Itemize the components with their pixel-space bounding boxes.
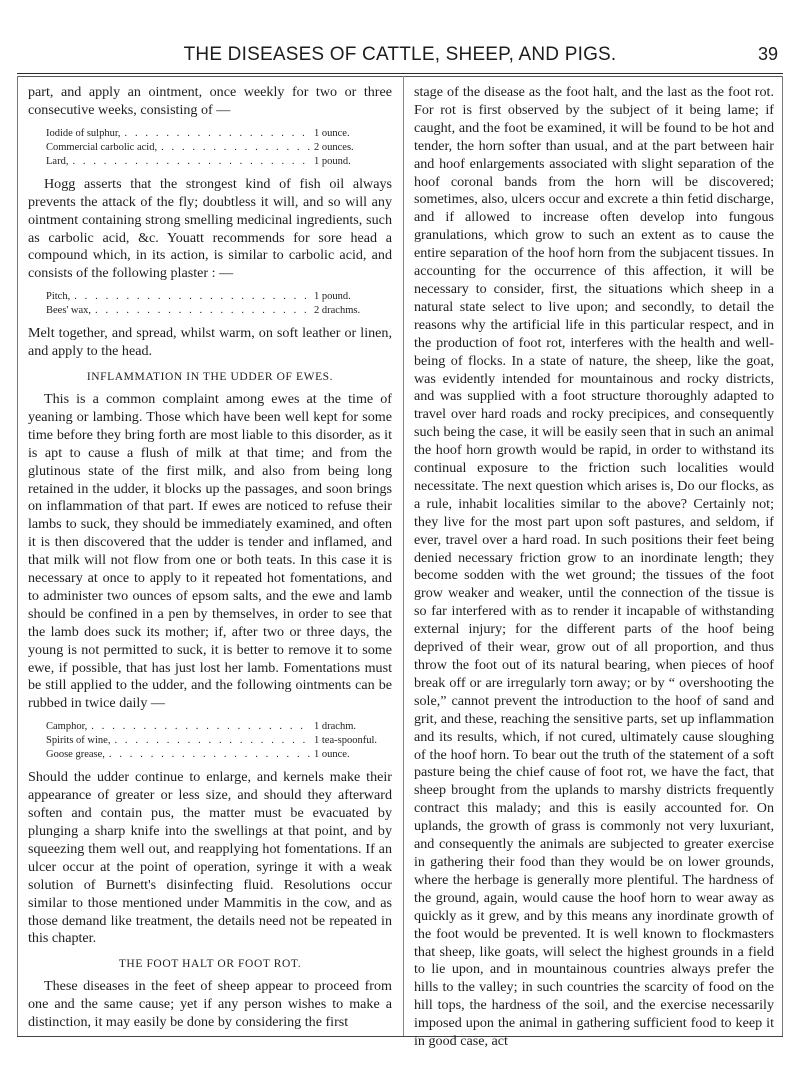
paragraph: part, and apply an ointment, once weekly for two or three consecutive weeks, consisting of — (28, 84, 392, 118)
recipe-row (46, 155, 392, 169)
paragraph: This is a common complaint among ewes at the time of yeaning or lambing. Those which have been well kept for some time before they bring forth are most liable to this disorder, as it is apt to cause a flush of milk at that time; and from the glutinous state of the first milk, and also from being long retained in the udder, it blocks up the passages, and soon brings on inflammation of that part. If ewes are noticed to refuse their lambs to suck, they should be immediately examined, and often it is then discovered that the udder is tender and inflamed, and that milk will not flow from one or both teats. In this case it is necessary at once to apply to it repeated hot fomentations, and to administer two ounces of epsom salts, and the ewe and lamb should be confined in a pen by themselves, in order to see that the lamb does suck its mother; if, after two or three days, the young is not permitted to suck, it is better to remove it to some ewe, if possible, that has just lost her lamb. Fomentations must be still applied to the udder, and the following ointments can be rubbed in twice daily — (28, 390, 392, 712)
header-rule-inner (17, 76, 783, 77)
frame-right-rule (782, 76, 783, 1036)
recipe-item: Camphor, (46, 721, 88, 733)
recipe-item: Bees' wax, (46, 305, 92, 317)
running-title: THE DISEASES OF CATTLE, SHEEP, AND PIGS. (183, 44, 617, 65)
leader-dots (161, 141, 310, 155)
recipe-item: Spirits of wine, (46, 735, 111, 747)
page-number: 39 (757, 44, 778, 64)
leader-dots (114, 734, 310, 748)
leader-dots (72, 155, 310, 169)
leader-dots (109, 748, 310, 762)
recipe-item: Goose grease, (46, 749, 105, 761)
leader-dots (125, 127, 310, 141)
right-column (414, 84, 774, 1051)
paragraph: Should the udder continue to enlarge, and kernels make their appearance of greater or less size, and should they afterward soften and contain pus, the matter must be evacuated by plunging a sharp knife into the swellings at that point, and by squeezing them well out, and reapplying hot fomentations. If an ulcer occur at the point of operation, syringe it with a weak solution of Burnett's disinfecting fluid. Resolutions occur similar to those mentioned under Mammitis in the cow, and as those demand like treatment, the details need not be repeated in this chapter. (28, 769, 392, 947)
section-heading: INFLAMMATION IN THE UDDER OF EWES. (86, 371, 334, 384)
recipe-quantity: 1 pound. (314, 155, 351, 167)
recipe-quantity: 2 drachms. (314, 305, 361, 317)
paragraph: These diseases in the feet of sheep appear to proceed from one and the same cause; yet if any person wishes to make a distinction, it may easily be done by considering the first (28, 978, 392, 1031)
recipe-row (46, 720, 392, 734)
recipe-row (46, 734, 392, 748)
running-head (18, 44, 782, 66)
paragraph: Melt together, and spread, whilst warm, on soft leather or linen, and apply to the head. (28, 325, 392, 360)
recipe-row (46, 290, 392, 304)
left-column (28, 84, 392, 1032)
frame-left-rule (17, 76, 18, 1036)
paragraph: Hogg asserts that the strongest kind of fish oil always prevents the attack of the fly; doubtless it will, and so will any ointment containing strong smelling medicinal ingredients, such as carbolic acid, &c. Youatt recommends for sore head a compound which, in its action, is similar to carbolic acid, and consists of the following plaster : — (28, 175, 392, 282)
recipe-row (46, 127, 392, 141)
recipe-row (46, 141, 392, 155)
paragraph: stage of the disease as the foot halt, and the last as the foot rot. For rot is first observed by the subject of it being lame; if caught, and the foot be examined, it will be found to be hot and tender, the horn softer than usual, and at the part between hair and hoof enlargements associated with slight separation of the hoof coronal bands from the horn will be discovered; sometimes, also, ulcers occur and excrete a thin fetid discharge, and if allowed to increase often develop into fungous granulations, which grow to such an extent as to cause the entire separation of the hoof horn from the subjacent tissues. In accounting for the occurrence of this affection, it will be necessary to consider, first, the situations which sheep in a natural state select to live upon; and secondly, to detail the reasons why the artificial life in this particular respect, and in the production of foot rot, interferes with the health and well-being of flocks. In a state of nature, the sheep, like the goat, was evidently intended for mountainous and rocky districts, and was supplied with a foot structure thoroughly adapted to travel over hard roads and rocky precipices, and consequently such being the case, it will be easily seen that in such an animal the hoof horn growth would be rapid, in order to withstand its continual exposure to the friction such localities would necessitate. The next question which arises is, Do our flocks, as a rule, inhabit localities similar to the above? Certainly not; they live for the most part upon soft pastures, and seldom, if ever, travel over a hard road. In such positions their feet being denied necessary friction grow to an inordinate length; they become sodden with the wet ground; the tissues of the foot grow weaker and weaker, until the connection of the tissue is so far interfered with as to render it incapable of withstanding external injury; for the different parts of the hoof being deprived of their wear, grow out of all proportion, and thus throw the foot out of its natural bearing, when pieces of hoof break off or are irregularly torn away; or by “ overshooting the sole,” cannot prevent the introduction to the hoof of sand and grit, and these, reaching the sensitive parts, set up inflammation and its results, which, if not cured, ultimately cause sloughing of the hoof horn. To bear out the truth of the statement of a soft pasture being the chief cause of foot rot, we have the fact, that sheep brought from the uplands to marshy districts frequently contract this malady; and this is easily accounted for. On uplands, the growth of grass is commonly not very luxuriant, and consequently the animals are subjected to greater exercise in gathering their food than they would be on lower grounds, where the herbage is generally more plentiful. The hardness of the ground, again, would cause the hoof horn to wear away as quickly as it grew, and by this means any inordinate growth of the foot would be prevented. It is well known to flockmasters that sheep, like goats, will select the highest grounds in a field to lie upon, and in mountainous countries always prefer the hills to the valley; in such countries the scarcity of food on the hill tops, the hardness of the soil, and the exercise necessarily imposed upon the animal in gathering sufficient food to keep it in good case, act (414, 84, 774, 1050)
recipe-quantity: 1 pound. (314, 291, 351, 303)
recipe-row (46, 748, 392, 762)
recipe-item: Pitch, (46, 291, 71, 303)
column-divider (403, 76, 404, 1036)
recipe-list-ointment (46, 127, 392, 169)
header-rule (17, 73, 783, 74)
recipe-item: Lard, (46, 155, 69, 167)
section-heading: THE FOOT HALT OR FOOT ROT. (118, 958, 302, 971)
recipe-quantity: 2 ounces. (314, 141, 354, 153)
leader-dots (74, 290, 310, 304)
recipe-item: Iodide of sulphur, (46, 127, 121, 139)
leader-dots (91, 720, 310, 734)
recipe-item: Commercial carbolic acid, (46, 141, 158, 153)
recipe-list-udder-ointment (46, 720, 392, 762)
recipe-quantity: 1 ounce. (314, 127, 350, 139)
recipe-quantity: 1 ounce. (314, 749, 350, 761)
recipe-quantity: 1 drachm. (314, 721, 356, 733)
leader-dots (95, 304, 310, 318)
recipe-row (46, 304, 392, 318)
recipe-list-plaster (46, 290, 392, 318)
recipe-quantity: 1 tea-spoonful. (314, 735, 377, 747)
